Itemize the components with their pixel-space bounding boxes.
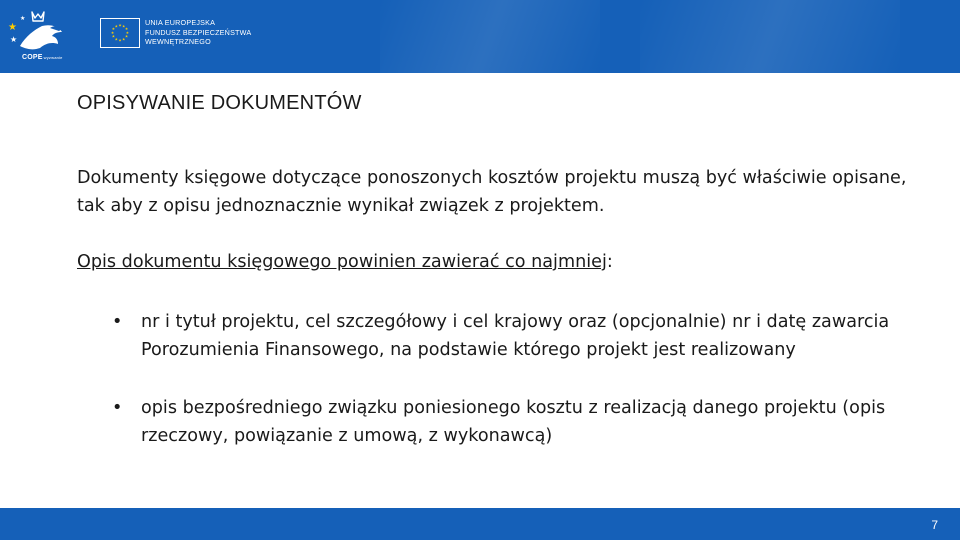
svg-text:★: ★: [122, 24, 126, 29]
svg-text:★: ★: [10, 35, 18, 44]
eu-line: UNIA EUROPEJSKA: [145, 18, 216, 27]
svg-text:★: ★: [111, 27, 116, 32]
svg-text:★: ★: [20, 15, 26, 22]
list-item: [112, 394, 902, 450]
eu-line: WEWNĘTRZNEGO: [145, 37, 211, 46]
footer-band: [0, 508, 960, 540]
svg-text:★: ★: [114, 24, 118, 29]
bullet-icon: •: [112, 312, 123, 332]
svg-text:★: ★: [124, 34, 129, 39]
list-item-text: opis bezpośredniego związku poniesionego kosztu z realizacją danego projektu (opis rzeczowy, powiązanie z umową, z wykonawcą): [141, 398, 886, 446]
svg-text:★: ★: [118, 23, 122, 28]
svg-text:★: ★: [114, 37, 118, 42]
eu-flag-icon: [100, 18, 140, 48]
svg-text:★: ★: [118, 38, 122, 43]
svg-text:★: ★: [125, 30, 130, 35]
list-item-text: nr i tytuł projektu, cel szczegółowy i cel krajowy oraz (opcjonalnie) nr i datę zawarcia Porozumienia Finansowego, na podstawie którego projekt jest realizowany: [141, 312, 890, 360]
logo-text: COPEwyzwanie: [22, 54, 63, 61]
requirements-lead: [77, 248, 613, 276]
footer-decor-stripe: [0, 508, 300, 540]
requirements-lead-underlined: Opis dokumentu księgowego powinien zawierać co najmniej: [77, 252, 607, 272]
svg-text:★: ★: [8, 22, 17, 33]
eu-fund-label: [145, 18, 251, 47]
header-band: [0, 0, 960, 73]
svg-text:★: ★: [122, 37, 126, 42]
header-decor-stripe: [380, 0, 600, 73]
header-decor-stripe: [640, 0, 900, 73]
svg-text:★: ★: [124, 27, 129, 32]
svg-text:★: ★: [110, 30, 115, 35]
slide-title: OPISYWANIE DOKUMENTÓW: [77, 92, 362, 114]
list-item: [112, 308, 902, 364]
requirements-lead-colon: :: [606, 252, 613, 272]
svg-text:★: ★: [111, 34, 116, 39]
eu-line: FUNDUSZ BEZPIECZEŃSTWA: [145, 27, 252, 37]
requirements-list: [112, 308, 902, 450]
intro-paragraph: Dokumenty księgowe dotyczące ponoszonych kosztów projektu muszą być właściwie opisane, tak aby z opisu jednoznacznie wynikał związek z projektem.: [77, 168, 907, 216]
page-number: 7: [931, 518, 938, 532]
bullet-icon: •: [112, 398, 123, 418]
